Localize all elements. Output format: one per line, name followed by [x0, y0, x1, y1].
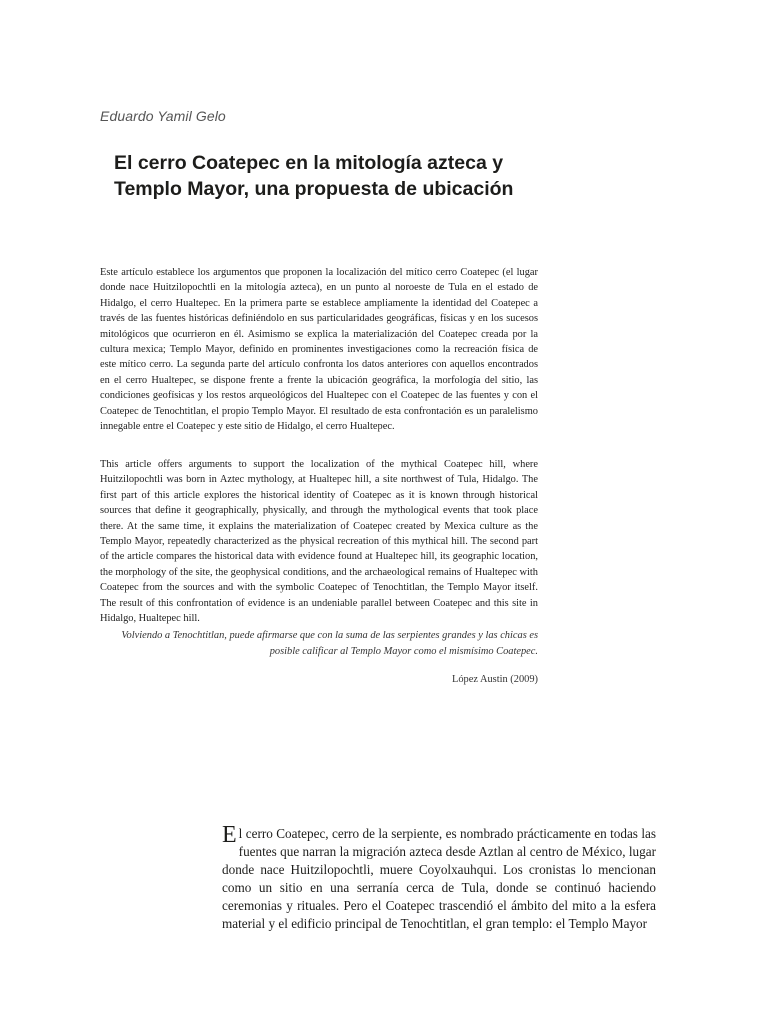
- author-name: Eduardo Yamil Gelo: [100, 108, 226, 124]
- abstract-spanish: Este artículo establece los argumentos que proponen la localización del mítico cerro Coatepec (el lugar donde nace Huitzilopochtli en la mitología azteca), en un punto al noroeste de Tula en el estado de Hidalgo, el cerro Hualtepec. En la primera parte se establece ampliamente la identidad del Coatepec a través de las fuentes históricas definiéndolo en sus particularidades geográficas, físicas y en los sucesos mitológicos que ocurrieron en él. Asimismo se explica la materialización del Coatepec creada por la cultura mexica; Templo Mayor, definido en prominentes investigaciones como la recreación física de este mítico cerro. La segunda parte del artículo confronta los datos anteriores con aquellos encontrados en el cerro Hualtepec, se dispone frente a frente la ubicación geográfica, la morfología del sitio, las condiciones geofísicas y los restos arqueológicos del Hualtepec con el Coatepec de las fuentes y con el Coatepec de Tenochtitlan, el propio Templo Mayor. El resultado de esta confrontación es un paralelismo innegable entre el Coatepec y este sitio de Hidalgo, el cerro Hualtepec.: [100, 267, 538, 433]
- epigraph-quote: Volviendo a Tenochtitlan, puede afirmarse que con la suma de las serpientes grandes y las chicas es posible calificar al Templo Mayor como el mismísimo Coatepec.: [121, 630, 538, 657]
- body-paragraph-text: l cerro Coatepec, cerro de la serpiente, es nombrado prácticamente en todas las fuentes que narran la migración azteca desde Aztlan al centro de México, lugar donde nace Huitzilopochtli, muere Coyolxauhqui. Los cronistas lo mencionan como un sitio en una serranía cerca de Tula, donde se continuó haciendo ceremonias y rituales. Pero el Coatepec trascendió el ámbito del mito a la esfera material y el edificio principal de Tenochtitlan, el gran templo: el Templo Mayor: [222, 826, 656, 931]
- article-title: [114, 150, 634, 202]
- article-title-line-1: El cerro Coatepec en la mitología azteca y: [114, 152, 504, 174]
- epigraph-citation: López Austin (2009): [452, 674, 538, 685]
- abstract-english: This article offers arguments to support the localization of the mythical Coatepec hill, where Huitzilopochtli was born in Aztec mythology, at Hualtepec hill, a site northwest of Tula, Hidalgo. The first part of this article explores the historical identity of Coatepec as it is known through historical sources that define it geographically, physically, and through the mythological events that took place there. At the same time, it explains the materialization of Coatepec created by Mexica culture as the Templo Mayor, repeatedly characterized as the physical recreation of this mythical hill. The second part of the article compares the historical data with evidence found at Hualtepec hill, its geographic location, the morphology of the site, the geophysical conditions, and the archaeological remains of Hualtepec with Coatepec from the sources and with the symbolic Coatepec of Tenochtitlan, the Templo Mayor itself. The result of this confrontation of evidence is an undeniable parallel between Coatepec and this site in Hidalgo, Hualtepec hill.: [100, 459, 538, 625]
- article-title-line-2: Templo Mayor, una propuesta de ubicación: [114, 178, 514, 200]
- drop-cap: E: [222, 822, 237, 848]
- body-paragraph: [222, 822, 656, 933]
